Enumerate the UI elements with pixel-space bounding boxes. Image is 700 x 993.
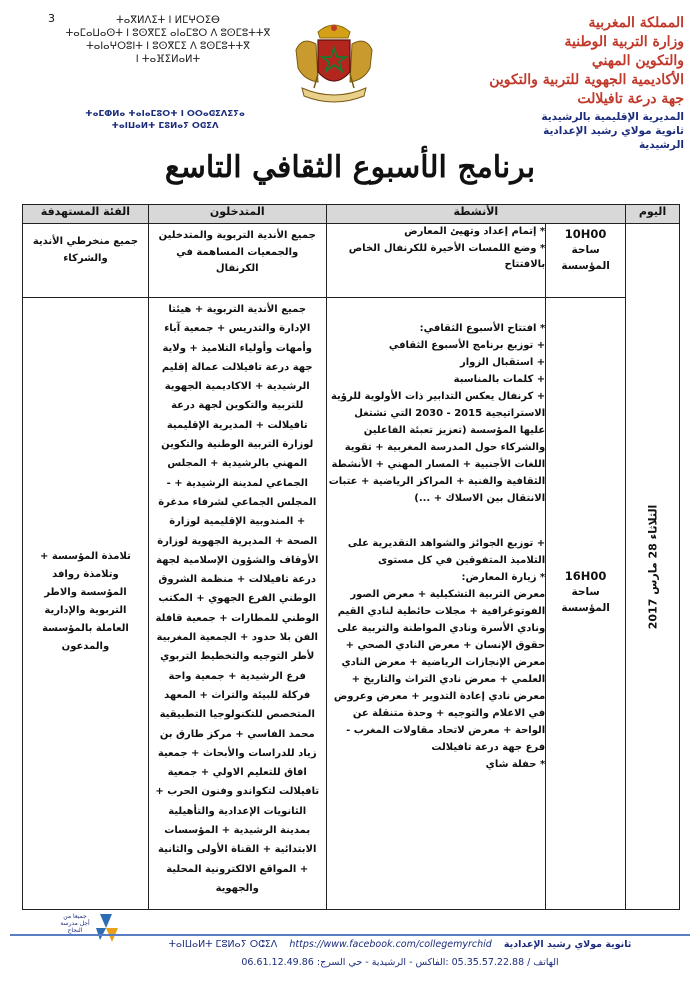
activity-item: + كرنفال يعكس التدابير ذات الأولوية للرؤية الاستراتيجية 2015 - 2030 التي تشتغل عليها المؤسسة (تعزيز تعبئة الفاعلين والشركاء حول المدرسة المغربية + تقوية اللغات الأجنبية + المسار المهني + الأنشطة الثقافية والفنية + المراكز الرياضية + عتبات الانتقال بين الاسلاك + ...) [328,391,546,504]
day-label: الثلاثاء 28 مارس 2017 [646,504,660,629]
tifinagh-line: ⵜⴰⵏⴰⵖⵔⵓⵏⵜ ⵏ ⵓⵙⴳⵎⵉ ⴷ ⵓⵙⵎⵓⵜⵜⴳ [86,41,250,52]
activity-item: + توزيع برنامج الأسبوع الثقافي [388,340,546,351]
table-row [23,224,680,298]
time-cell [546,298,626,910]
table-row [23,298,680,910]
city-name: الرشيدية [638,139,684,151]
target-text: تلامذة المؤسسة + وتلامذة روافد المؤسسة والاطر التربوية والإدارية العاملة بالمؤسسة والمدعون [40,551,131,652]
moroccan-coat-of-arms-icon [288,10,380,106]
footer-tifinagh: ⵜⴰⵏⵡⴰⵍⵜ ⵎⵓⵍⴰⵢ ⵔⵛⵉⴷ [168,939,278,950]
page-title: برنامج الأسبوع الثقافي التاسع [164,150,536,185]
header-activities: الأنشطة [326,205,626,224]
footer-contact: 06.61.12.49.86 :الهاتف / 05.35.57.22.88 :الفاكس - الرشيدية - حي السرج [241,957,559,968]
activity-item: * وضع اللمسات الأخيرة للكرنفال الخاص بالافتتاح [348,242,546,270]
activity-item: + استقبال الزوار [459,357,546,368]
participants-cell [148,298,326,910]
page-number: 3 [48,12,55,25]
time-label: 16H00 [564,569,607,583]
program-table [22,204,680,910]
school-name: ثانوية مولاي رشيد الإعدادية [543,125,684,137]
activity-item: معرض التربية التشكيلية + معرض الصور الفوتوغرافية + مجلات حائطية لنادي القيم ونادي الأسرة ونادي المواطنة والتربية على حقوق الإنسان + معرض النادي الصحي + معرض الإنجازات الرياضية + معرض النادي العلمي + معرض نادي التراث والتاريخ + معرض نادي إعادة التدوير + معرض وعروض في الاعلام والتوجيه + وحدة متنقلة عن الواحة + معرض لاتحاد مقاولات المغرب - فرع جهة درعة تافيلالت [333,589,546,753]
footer-web-row [130,939,670,950]
place-label: ساحة المؤسسة [561,244,610,272]
time-label: 10H00 [564,227,607,241]
ministry-name: وزارة التربية الوطنية [564,34,684,50]
participants-cell [148,224,326,298]
tifinagh-ministry-header [58,14,278,66]
tifinagh-line: ⵜⴰⵎⴰⵡⴰⵙⵜ ⵏ ⵓⵙⴳⵎⵉ ⴰⵏⴰⵎⵓⵔ ⴷ ⵓⵙⵎⵓⵜⵜⴳ [65,28,271,39]
activity-item: * حفلة شاي [485,759,546,770]
header-day: اليوم [626,205,680,224]
activity-item: * افتتاح الأسبوع الثقافي: [419,323,546,334]
ministry-name-continued: والتكوين المهني [591,53,684,69]
activities-cell [326,298,546,910]
time-cell [546,224,626,298]
activity-item: * إتمام إعداد وتهيئ المعارض [404,226,546,237]
participants-text: جميع الأندية التربوية + هيئتا الإدارة والتدريس + جمعية آباء وأمهات وأولياء التلاميذ + ولاية جهة درعة تافيلالت عمالة إقليم الرشيدية + الاكاديمية الجهوية للتربية والتكوين لجهة درعة تافيلالت + المديرية الإقليمية لوزارة التربية الوطنية والتكوين المهني بالرشيدية + المجلس الجماعي لمدينة الرشيدية + - المجلس الجماعي لشرفاء مدغرة + المندوبية الإقليمية لوزارة الصحة + المديرية الجهوية لوزارة الأوقاف والشؤون الإسلامية لجهة درعة تافيلالت + منظمة الشروق الوطني الفرع الجهوي + المكتب الوطني للمطارات + جمعية قافلة الفن بلا حدود + الجمعية المغربية لأطر التوجيه والتخطيط التربوي فرع الرشيدية + جمعية واحة فركلة للبيئة والتراث + المعهد المتخصص للتكنولوجيا التطبيقية محمد الفاسي + مركز طارق بن زياد للدراسات والأبحاث + جمعية افاق للتعليم الاولي + جمعية تافيلالت لتكواندو وفنون الحرب + الثانويات الإعدادية والتأهيلية بمدينة الرشيدية + المؤسسات الابتدائية + القناة الأولى والثانية + المواقع الالكترونية المحلية والجهوية [155,304,320,894]
academy-name: الأكاديمية الجهوية للتربية والتكوين [489,72,684,88]
activity-item: + توزيع الجوائز والشواهد التقديرية على التلاميذ المتفوقين في كل مستوى [347,538,546,566]
place-label: ساحة المؤسسة [561,586,610,614]
tifinagh-direction-line: ⵜⴰⵎⵀⵍⴰ ⵜⴰⵏⴰⵎⵓⵔⵜ ⵏ ⵔⵔⴰⵛⵉⴷⵉⵢⴰ [85,109,245,119]
facebook-link[interactable]: https://www.facebook.com/collegemyrchid [289,939,492,950]
header-target: الفئة المستهدفة [23,205,149,224]
tifinagh-direction-header [70,108,260,132]
tifinagh-direction-line: ⵜⴰⵏⵡⴰⵍⵜ ⵎⵓⵍⴰⵢ ⵔⵛⵉⴷ [111,121,219,131]
target-cell [23,298,149,910]
tifinagh-line: ⵏ ⵜⴰⴼⵉⵍⴰⵍⵜ [135,54,201,65]
footer-divider [10,934,690,936]
day-cell [626,224,680,910]
ministry-header-arabic [424,14,684,109]
target-text: جميع منخرطي الأندية والشركاء [32,236,139,264]
tifinagh-line: ⵜⴰⴳⵍⴷⵉⵜ ⵏ ⵍⵎⵖⵔⵉⴱ [116,15,220,26]
provincial-direction: المديرية الإقليمية بالرشيدية [541,111,684,123]
header-participants: المتدخلون [148,205,326,224]
kingdom-name: المملكة المغربية [588,15,684,31]
direction-header-arabic [444,110,684,152]
footer-school-name: ثانوية مولاي رشيد الإعدادية [503,939,632,950]
activity-item: + كلمات بالمناسبة [453,374,546,385]
participants-text: جميع الأندية التربوية والمتدخلين والجمعيات المساهمة في الكرنفال [158,230,316,274]
target-cell [23,224,149,298]
region-name: جهة درعة تافيلالت [577,91,684,107]
table-header-row [23,205,680,224]
activities-cell [326,224,546,298]
logo-caption: جميعا من أجل مدرسة النجاح [60,913,90,934]
activity-item: * زيارة المعارض: [461,572,546,583]
